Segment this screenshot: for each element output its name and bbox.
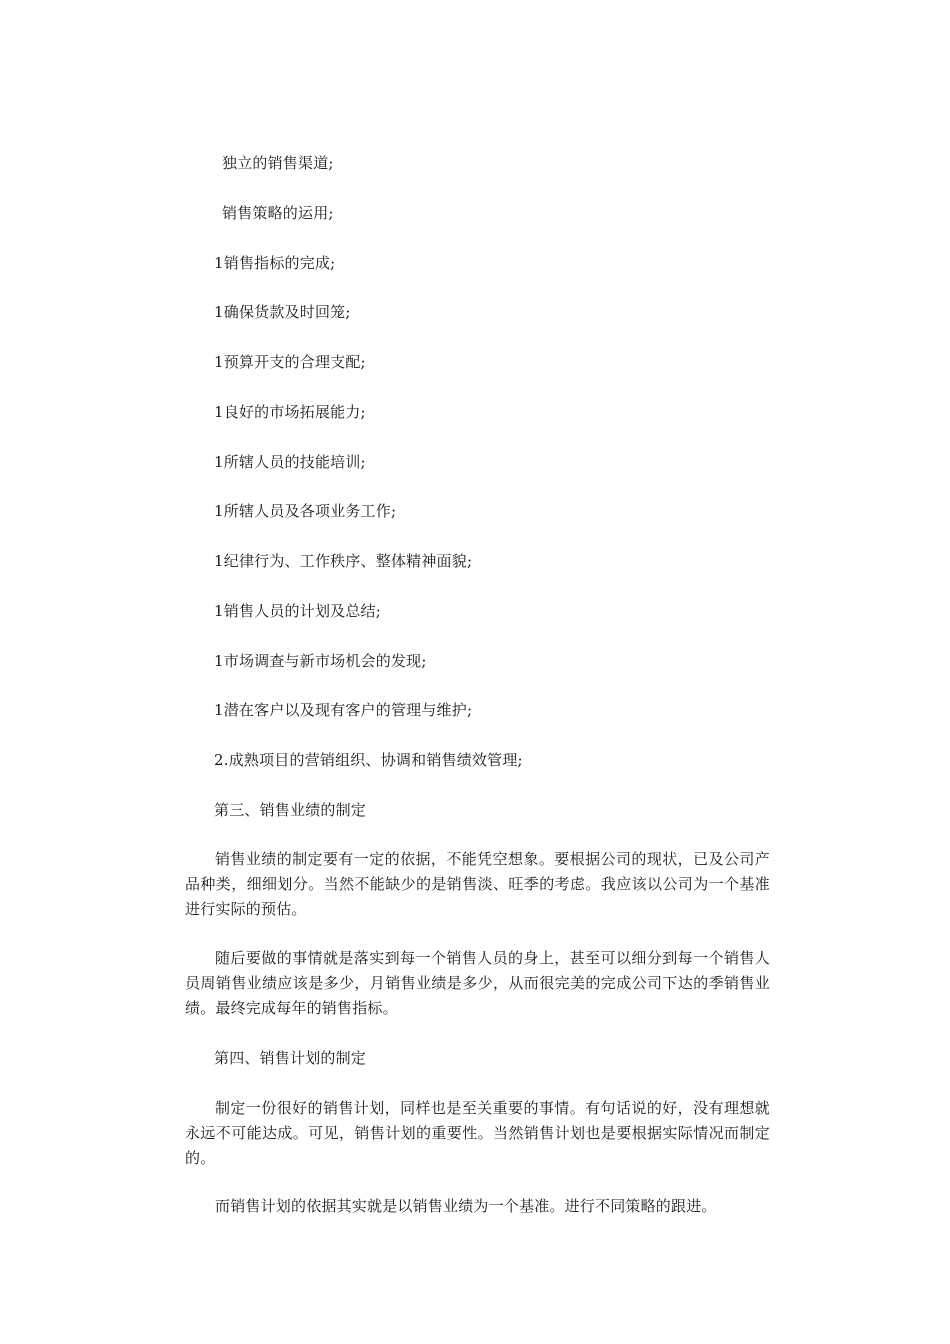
paragraph: 制定一份很好的销售计划，同样也是至关重要的事情。有句话说的好，没有理想就永远不可能达成。可见，销售计划的重要性。当然销售计划也是要根据实际情况而制定的。 xyxy=(185,1099,770,1167)
list-item: 1潜在客户以及现有客户的管理与维护; xyxy=(214,701,473,719)
paragraph: 随后要做的事情就是落实到每一个销售人员的身上，甚至可以细分到每一个销售人员周销售业绩应该是多少，月销售业绩是多少，从而很完美的完成公司下达的季销售业绩。最终完成每年的销售指标。 xyxy=(185,949,770,1017)
list-item: 1所辖人员的技能培训; xyxy=(214,453,366,471)
list-item: 1销售指标的完成; xyxy=(214,254,336,272)
list-item: 1确保货款及时回笼; xyxy=(214,303,351,321)
list-item: 1预算开支的合理支配; xyxy=(214,353,366,371)
list-item: 销售策略的运用; xyxy=(222,204,334,222)
section-heading: 第三、销售业绩的制定 xyxy=(214,801,367,819)
list-item: 独立的销售渠道; xyxy=(222,154,334,172)
paragraph: 而销售计划的依据其实就是以销售业绩为一个基准。进行不同策略的跟进。 xyxy=(215,1197,717,1215)
list-item: 1市场调查与新市场机会的发现; xyxy=(214,652,427,670)
list-item: 1纪律行为、工作秩序、整体精神面貌; xyxy=(214,552,473,570)
section-heading: 第四、销售计划的制定 xyxy=(214,1049,367,1067)
list-item: 2.成熟项目的营销组织、协调和销售绩效管理; xyxy=(214,751,523,769)
list-item: 1所辖人员及各项业务工作; xyxy=(214,502,397,520)
paragraph: 销售业绩的制定要有一定的依据，不能凭空想象。要根据公司的现状，已及公司产品种类，细细划分。当然不能缺少的是销售淡、旺季的考虑。我应该以公司为一个基准进行实际的预估。 xyxy=(185,850,770,918)
list-item: 1销售人员的计划及总结; xyxy=(214,602,381,620)
list-item: 1良好的市场拓展能力; xyxy=(214,403,366,421)
